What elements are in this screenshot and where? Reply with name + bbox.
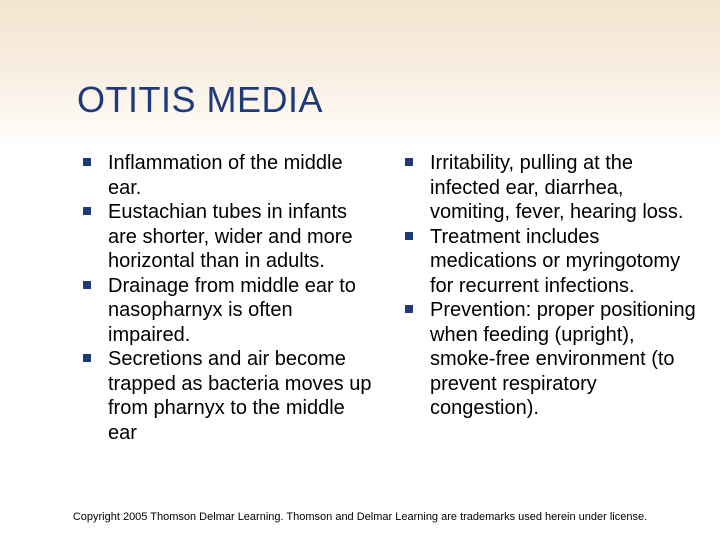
bullet-text: Irritability, pulling at the infected ear, diarrhea, vomiting, fever, hearing loss. (430, 152, 684, 223)
left-bullet-list (78, 151, 378, 445)
square-bullet-icon (405, 158, 413, 166)
list-item (400, 151, 700, 225)
list-item (400, 225, 700, 299)
list-item (400, 298, 700, 421)
square-bullet-icon (83, 207, 91, 215)
list-item (78, 347, 378, 445)
bullet-text: Treatment includes medications or myringotomy for recurrent infections. (430, 225, 681, 297)
bullet-text: Prevention: proper positioning when feeding (upright), smoke-free environment (to prevent respiratory congestion). (430, 299, 696, 419)
square-bullet-icon (83, 354, 91, 362)
bullet-text: Eustachian tubes in infants are shorter, wider and more horizontal than in adults. (108, 201, 353, 272)
list-item (78, 200, 378, 274)
right-bullet-list (400, 151, 700, 421)
slide-title: OTITIS MEDIA (77, 79, 324, 120)
list-item (78, 151, 378, 200)
list-item (78, 274, 378, 348)
square-bullet-icon (405, 232, 413, 240)
bullet-text: Inflammation of the middle ear. (108, 152, 343, 199)
copyright-footer: Copyright 2005 Thomson Delmar Learning. Thomson and Delmar Learning are trademarks used herein under license. (72, 511, 648, 523)
bullet-text: Secretions and air become trapped as bacteria moves up from pharnyx to the middle ear (108, 348, 372, 444)
square-bullet-icon (83, 158, 91, 166)
square-bullet-icon (405, 305, 413, 313)
square-bullet-icon (83, 281, 91, 289)
bullet-text: Drainage from middle ear to nasopharnyx is often impaired. (108, 274, 356, 346)
